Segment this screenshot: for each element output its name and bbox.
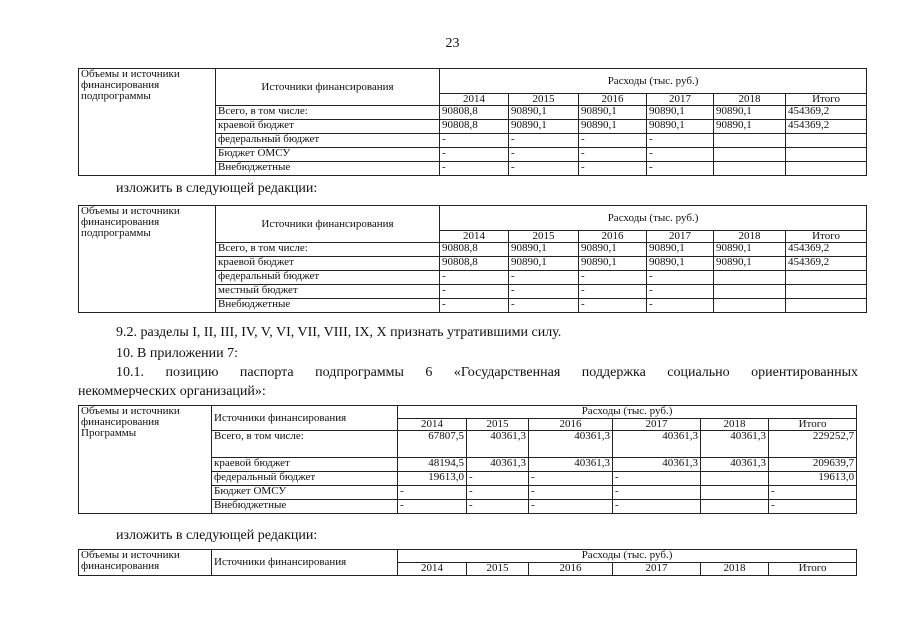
year-header: 2014: [440, 94, 509, 106]
financing-table-old-program: [78, 405, 857, 514]
row-label: Внебюджетные: [212, 500, 398, 514]
total-header: Итого: [769, 419, 857, 431]
cell: [786, 299, 867, 313]
year-header: 2018: [714, 94, 786, 106]
edit-instruction: изложить в следующей редакции:: [116, 528, 318, 543]
cell: 90890,1: [509, 243, 579, 257]
cell: 90890,1: [579, 106, 647, 120]
cell: [714, 271, 786, 285]
paragraph-9-2: 9.2. разделы I, II, III, IV, V, VI, VII, VIII, IX, X признать утратившими силу.: [116, 325, 562, 340]
cell: 454369,2: [786, 120, 867, 134]
cell: -: [769, 500, 857, 514]
expenses-header: Расходы (тыс. руб.): [440, 206, 867, 231]
cell: -: [440, 299, 509, 313]
cell: -: [509, 271, 579, 285]
financing-table-new-program: [78, 549, 857, 576]
cell: 40361,3: [613, 431, 701, 458]
total-header: Итого: [786, 94, 867, 106]
cell: 90890,1: [647, 106, 714, 120]
cell: [714, 148, 786, 162]
cell: -: [467, 472, 529, 486]
cell: 40361,3: [467, 458, 529, 472]
cell: -: [529, 500, 613, 514]
cell: 40361,3: [529, 458, 613, 472]
cell: 90808,8: [440, 243, 509, 257]
cell: -: [613, 486, 701, 500]
year-header: 2016: [529, 563, 613, 576]
cell: 454369,2: [786, 106, 867, 120]
cell: 67807,5: [398, 431, 467, 458]
row-label: федеральный бюджет: [216, 271, 440, 285]
paragraph-10-1-line2: некоммерческих организаций»:: [78, 384, 266, 399]
year-header: 2014: [440, 231, 509, 243]
cell: -: [579, 271, 647, 285]
row-label: краевой бюджет: [216, 257, 440, 271]
cell: -: [440, 162, 509, 176]
total-header: Итого: [786, 231, 867, 243]
cell: -: [509, 162, 579, 176]
cell: -: [647, 162, 714, 176]
year-header: 2015: [467, 563, 529, 576]
cell: -: [579, 299, 647, 313]
row-label: Внебюджетные: [216, 299, 440, 313]
cell: 90890,1: [714, 243, 786, 257]
cell: -: [529, 486, 613, 500]
cell: 209639,7: [769, 458, 857, 472]
year-header: 2016: [529, 419, 613, 431]
cell: 90890,1: [579, 243, 647, 257]
year-header: 2016: [579, 94, 647, 106]
cell: 90890,1: [579, 257, 647, 271]
row-label: Всего, в том числе:: [216, 106, 440, 120]
section-label: Объемы и источники финансирования: [79, 550, 212, 576]
paragraph-10: 10. В приложении 7:: [116, 346, 239, 361]
cell: -: [579, 148, 647, 162]
cell: -: [467, 486, 529, 500]
cell: -: [647, 299, 714, 313]
cell: -: [398, 486, 467, 500]
year-header: 2014: [398, 419, 467, 431]
cell: -: [579, 162, 647, 176]
cell: -: [398, 500, 467, 514]
cell: [786, 285, 867, 299]
cell: -: [440, 148, 509, 162]
cell: [714, 134, 786, 148]
cell: 229252,7: [769, 431, 857, 458]
year-header: 2017: [613, 563, 701, 576]
section-label: Объемы и источники финансирования Программы: [79, 406, 212, 514]
cell: 90808,8: [440, 106, 509, 120]
cell: 48194,5: [398, 458, 467, 472]
year-header: 2018: [714, 231, 786, 243]
cell: 90890,1: [714, 257, 786, 271]
cell: -: [440, 134, 509, 148]
cell: -: [579, 285, 647, 299]
cell: 90890,1: [714, 120, 786, 134]
cell: 19613,0: [769, 472, 857, 486]
cell: [786, 148, 867, 162]
expenses-header: Расходы (тыс. руб.): [440, 69, 867, 94]
row-label: краевой бюджет: [216, 120, 440, 134]
cell: 40361,3: [467, 431, 529, 458]
row-label: местный бюджет: [216, 285, 440, 299]
cell: -: [509, 148, 579, 162]
year-header: 2016: [579, 231, 647, 243]
cell: -: [647, 134, 714, 148]
cell: 90890,1: [509, 257, 579, 271]
sources-header: Источники финансирования: [212, 406, 398, 431]
cell: 90890,1: [579, 120, 647, 134]
total-header: Итого: [769, 563, 857, 576]
cell: [714, 299, 786, 313]
cell: [714, 162, 786, 176]
cell: 40361,3: [529, 431, 613, 458]
row-label: федеральный бюджет: [216, 134, 440, 148]
sources-header: Источники финансирования: [216, 206, 440, 243]
cell: 90890,1: [647, 243, 714, 257]
cell: 90890,1: [714, 106, 786, 120]
cell: [701, 500, 769, 514]
page-number: 23: [445, 36, 460, 51]
cell: -: [440, 285, 509, 299]
cell: 90890,1: [647, 120, 714, 134]
cell: 90890,1: [509, 106, 579, 120]
cell: -: [647, 285, 714, 299]
year-header: 2015: [509, 231, 579, 243]
cell: 40361,3: [701, 458, 769, 472]
row-label: Внебюджетные: [216, 162, 440, 176]
cell: -: [613, 472, 701, 486]
year-header: 2018: [701, 419, 769, 431]
cell: -: [509, 299, 579, 313]
cell: [786, 162, 867, 176]
cell: -: [509, 134, 579, 148]
cell: [701, 486, 769, 500]
year-header: 2017: [613, 419, 701, 431]
cell: -: [467, 500, 529, 514]
expenses-header: Расходы (тыс. руб.): [398, 550, 857, 563]
cell: -: [440, 271, 509, 285]
cell: 454369,2: [786, 243, 867, 257]
section-label: Объемы и источники финансирования подпрограммы: [79, 206, 216, 313]
cell: 90808,8: [440, 257, 509, 271]
row-label: Всего, в том числе:: [212, 431, 398, 458]
cell: [714, 285, 786, 299]
row-label: федеральный бюджет: [212, 472, 398, 486]
cell: [786, 134, 867, 148]
cell: -: [579, 134, 647, 148]
year-header: 2014: [398, 563, 467, 576]
cell: 19613,0: [398, 472, 467, 486]
cell: -: [529, 472, 613, 486]
year-header: 2017: [647, 94, 714, 106]
cell: -: [647, 271, 714, 285]
cell: -: [509, 285, 579, 299]
cell: 40361,3: [701, 431, 769, 458]
cell: 454369,2: [786, 257, 867, 271]
year-header: 2015: [467, 419, 529, 431]
financing-table-old-subprogram: [78, 68, 867, 176]
cell: 90890,1: [509, 120, 579, 134]
cell: [786, 271, 867, 285]
year-header: 2017: [647, 231, 714, 243]
cell: -: [613, 500, 701, 514]
cell: 40361,3: [613, 458, 701, 472]
sources-header: Источники финансирования: [212, 550, 398, 576]
paragraph-10-1-line1: 10.1. позицию паспорта подпрограммы 6 «Государственная поддержка социально ориентированных: [116, 365, 858, 380]
row-label: Бюджет ОМСУ: [212, 486, 398, 500]
year-header: 2018: [701, 563, 769, 576]
section-label: Объемы и источники финансирования подпрограммы: [79, 69, 216, 176]
edit-instruction: изложить в следующей редакции:: [116, 181, 318, 196]
row-label: Всего, в том числе:: [216, 243, 440, 257]
cell: [701, 472, 769, 486]
year-header: 2015: [509, 94, 579, 106]
financing-table-new-subprogram: [78, 205, 867, 313]
sources-header: Источники финансирования: [216, 69, 440, 106]
row-label: краевой бюджет: [212, 458, 398, 472]
expenses-header: Расходы (тыс. руб.): [398, 406, 857, 419]
cell: -: [647, 148, 714, 162]
cell: 90808,8: [440, 120, 509, 134]
cell: 90890,1: [647, 257, 714, 271]
row-label: Бюджет ОМСУ: [216, 148, 440, 162]
cell: -: [769, 486, 857, 500]
